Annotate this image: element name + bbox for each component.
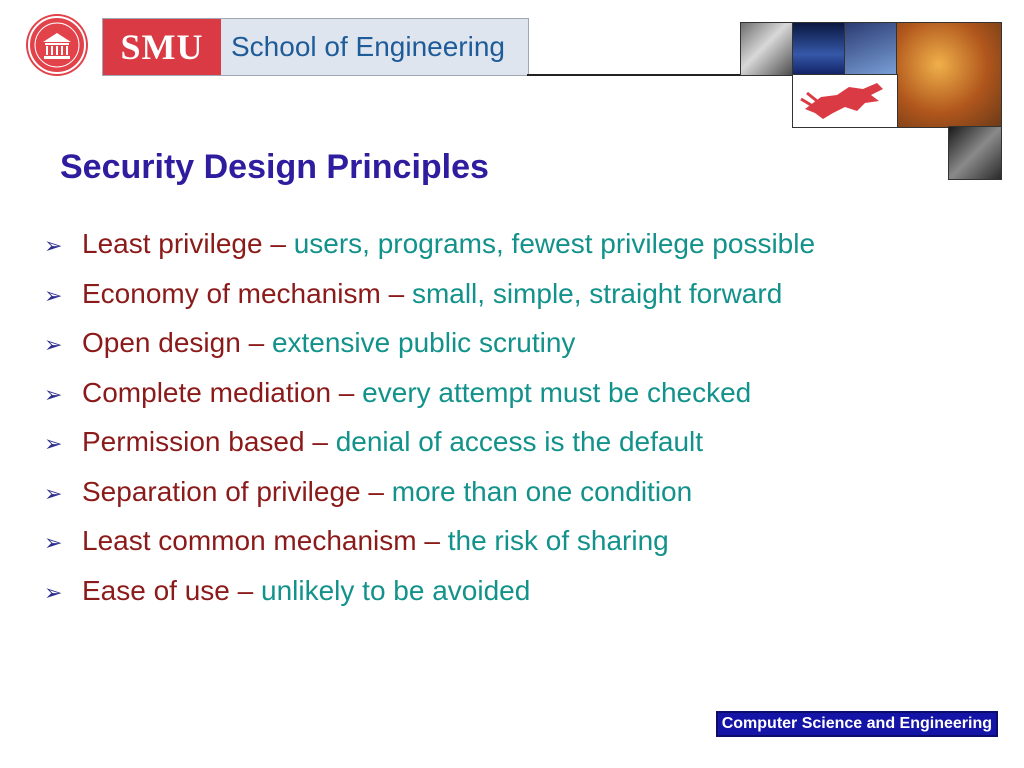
separator: – — [229, 574, 262, 606]
arrow-bullet-icon: ➢ — [44, 233, 63, 258]
principle-description: more than one condition — [391, 475, 693, 507]
separator: – — [380, 277, 412, 309]
smu-engineering-logo — [102, 18, 529, 76]
brand-smu: SMU — [103, 19, 221, 75]
separator: – — [331, 376, 363, 408]
principle-description: users, programs, fewest privilege possible — [293, 228, 816, 259]
principle-description: small, simple, straight forward — [411, 277, 783, 309]
arrow-bullet-icon: ➢ — [44, 381, 63, 407]
header-divider — [527, 74, 741, 76]
photo-campus — [844, 22, 898, 76]
principle-term: Least privilege — [82, 228, 263, 259]
principle-description: extensive public scrutiny — [271, 327, 576, 358]
list-item — [44, 377, 815, 427]
principle-description: the risk of sharing — [447, 525, 669, 556]
list-item — [44, 575, 815, 625]
slide-title: Security Design Principles — [60, 148, 489, 186]
footer-department-label: Computer Science and Engineering — [716, 711, 998, 737]
principle-term: Permission based — [82, 426, 305, 457]
arrow-bullet-icon: ➢ — [44, 480, 63, 506]
photo-autumn-tree — [896, 22, 1002, 128]
principle-term: Open design — [82, 327, 241, 358]
principle-term: Ease of use — [82, 574, 230, 606]
separator: – — [304, 426, 336, 457]
principle-description: unlikely to be avoided — [261, 574, 531, 606]
principle-term: Separation of privilege — [82, 475, 361, 507]
principles-list — [44, 228, 815, 624]
photo-students — [948, 126, 1002, 180]
photo-collage — [740, 22, 1000, 182]
separator: – — [240, 327, 272, 358]
principle-term: Economy of mechanism — [82, 277, 381, 309]
principle-term: Least common mechanism — [82, 525, 417, 556]
photo-portrait — [740, 22, 794, 76]
list-item — [44, 327, 815, 377]
mustang-logo-icon — [792, 74, 898, 128]
separator: – — [262, 228, 294, 259]
smu-seal-logo — [26, 14, 88, 76]
arrow-bullet-icon: ➢ — [44, 579, 63, 605]
principle-term: Complete mediation — [82, 376, 332, 408]
arrow-bullet-icon: ➢ — [44, 282, 63, 308]
list-item — [44, 426, 815, 476]
list-item — [44, 525, 815, 575]
principle-description: every attempt must be checked — [362, 376, 752, 408]
principle-description: denial of access is the default — [335, 426, 704, 457]
photo-night-building — [792, 22, 846, 76]
separator: – — [416, 525, 448, 556]
arrow-bullet-icon: ➢ — [44, 332, 63, 357]
brand-school-of-engineering: School of Engineering — [221, 19, 528, 75]
list-item — [44, 278, 815, 328]
arrow-bullet-icon: ➢ — [44, 431, 63, 456]
arrow-bullet-icon: ➢ — [44, 530, 63, 555]
list-item — [44, 228, 815, 278]
separator: – — [360, 475, 392, 507]
list-item — [44, 476, 815, 526]
